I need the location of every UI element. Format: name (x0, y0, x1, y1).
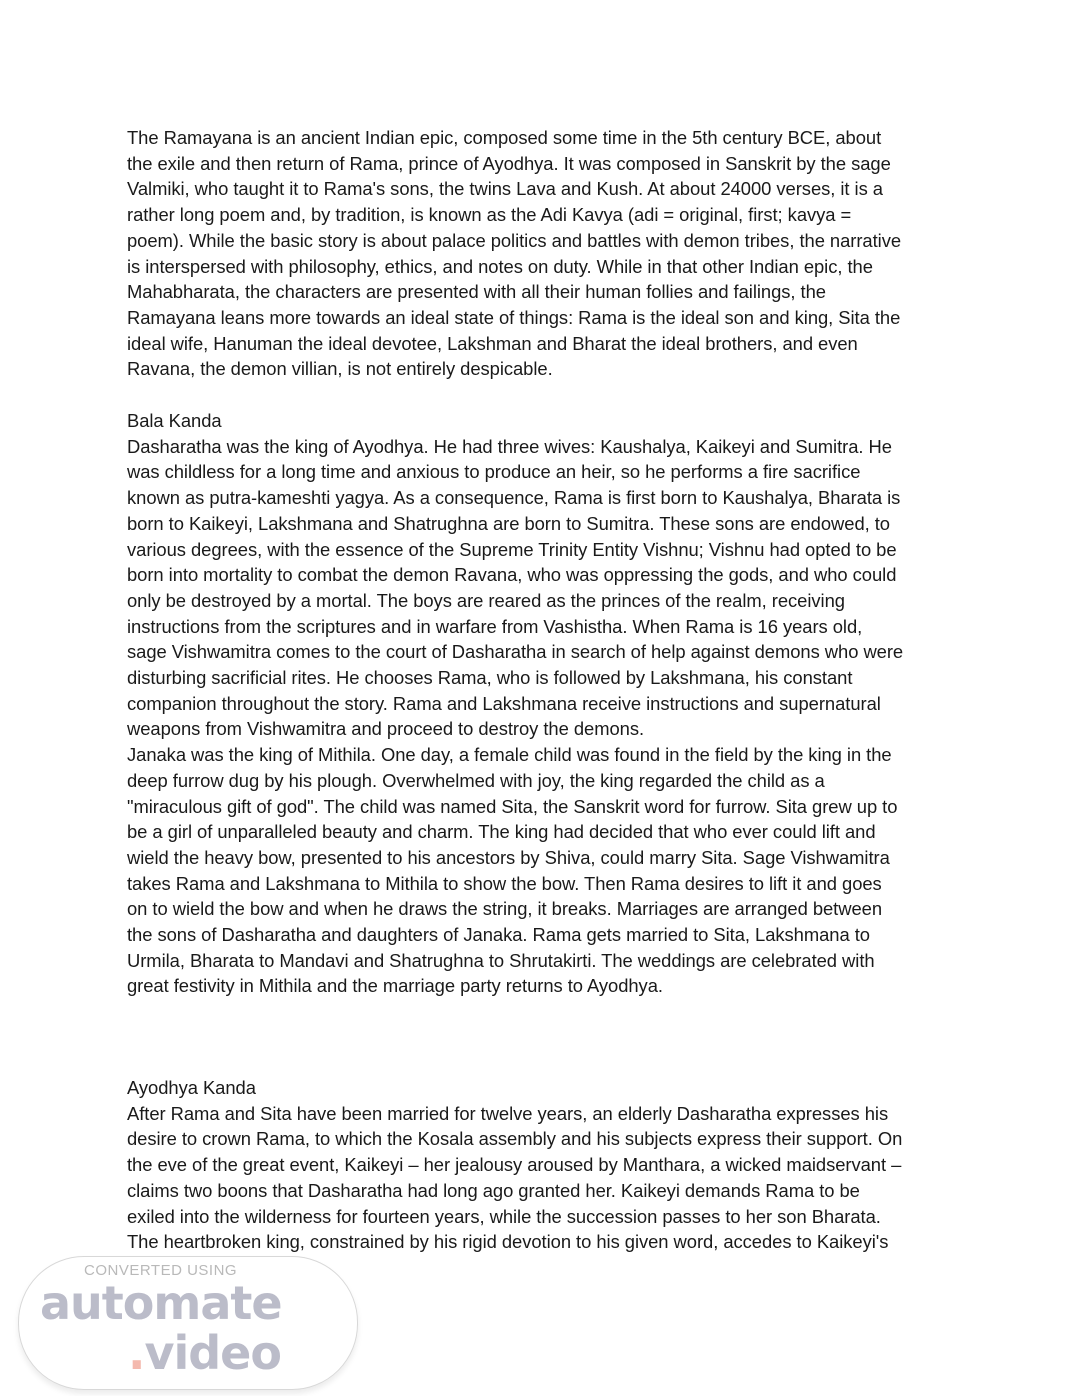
section-heading: Ayodhya Kanda (127, 1077, 256, 1098)
text-line: deep furrow dug by his plough. Overwhelmed with joy, the king regarded the child as a (127, 769, 825, 791)
text-line: be a girl of unparalleled beauty and charm. The king had decided that who ever could lift and (127, 821, 876, 843)
text-line: various degrees, with the essence of the Supreme Trinity Entity Vishnu; Vishnu had opted to be (127, 538, 897, 560)
text-line: Valmiki, who taught it to Rama's sons, the twins Lava and Kush. At about 24000 verses, it is a (127, 178, 883, 200)
text-line: the exile and then return of Rama, prince of Ayodhya. It was composed in Sanskrit by the sage (127, 152, 891, 174)
text-line: ideal wife, Hanuman the ideal devotee, Lakshman and Bharat the ideal brothers, and even (127, 332, 858, 354)
text-line: Dasharatha was the king of Ayodhya. He had three wives: Kaushalya, Kaikeyi and Sumitra. He (127, 435, 892, 457)
text-line: was childless for a long time and anxious to produce an heir, so he performs a fire sacrifice (127, 461, 861, 483)
section-heading: Bala Kanda (127, 410, 222, 431)
text-line: After Rama and Sita have been married for twelve years, an elderly Dasharatha expresses his (127, 1102, 889, 1124)
bala-kanda-section (127, 408, 987, 999)
text-line: poem). While the basic story is about palace politics and battles with demon tribes, the narrative (127, 229, 902, 251)
watermark-video-text: video (144, 1326, 281, 1380)
text-line: companion throughout the story. Rama and Lakshmana receive instructions and supernatural (127, 692, 881, 714)
text-line: desire to crown Rama, to which the Kosala assembly and his subjects express their support. On (127, 1128, 903, 1150)
text-line: wield the heavy bow, presented to his ancestors by Shiva, could marry Sita. Sage Vishwamitra (127, 846, 890, 868)
text-line: instructions from the scriptures and in warfare from Vashistha. When Rama is 16 years old, (127, 615, 863, 637)
text-line: the eve of the great event, Kaikeyi – her jealousy aroused by Manthara, a wicked maidservant – (127, 1154, 902, 1176)
watermark-brand-video (128, 1328, 281, 1378)
text-line: Ravana, the demon villian, is not entirely despicable. (127, 358, 553, 380)
text-line: The Ramayana is an ancient Indian epic, composed some time in the 5th century BCE, about (127, 127, 882, 148)
watermark-converted-label: CONVERTED USING (84, 1262, 238, 1279)
text-line: The heartbroken king, constrained by his rigid devotion to his given word, accedes to Kaikeyi's (127, 1231, 889, 1253)
text-line: only be destroyed by a mortal. The boys are reared as the princes of the realm, receiving (127, 589, 845, 611)
text-line: great festivity in Mithila and the marriage party returns to Ayodhya. (127, 975, 663, 997)
text-line: rather long poem and, by tradition, is known as the Adi Kavya (adi = original, first; kavya = (127, 204, 852, 226)
text-line: the sons of Dasharatha and daughters of Janaka. Rama gets married to Sita, Lakshmana to (127, 924, 870, 946)
watermark-brand-automate: automate (40, 1276, 282, 1330)
text-line: Mahabharata, the characters are presented with all their human follies and failings, the (127, 281, 826, 303)
text-line: known as putra-kameshti yagya. As a consequence, Rama is first born to Kaushalya, Bharata is (127, 487, 901, 509)
text-line: weapons from Vishwamitra and proceed to destroy the demons. (127, 718, 645, 740)
text-line: exiled into the wilderness for fourteen years, while the succession passes to her son Bharata. (127, 1205, 881, 1227)
text-line: takes Rama and Lakshmana to Mithila to show the bow. Then Rama desires to lift it and goes (127, 872, 882, 894)
intro-paragraph (127, 125, 987, 382)
text-line: is interspersed with philosophy, ethics, and notes on duty. While in that other Indian epic, the (127, 255, 873, 277)
text-line: Urmila, Bharata to Mandavi and Shatrughna to Shrutakirti. The weddings are celebrated with (127, 949, 875, 971)
ayodhya-kanda-section (127, 1075, 987, 1255)
text-line: Ramayana leans more towards an ideal state of things: Rama is the ideal son and king, Sita the (127, 306, 901, 328)
text-line: born into mortality to combat the demon Ravana, who was oppressing the gods, and who could (127, 564, 897, 586)
text-line: claims two boons that Dasharatha had long ago granted her. Kaikeyi demands Rama to be (127, 1179, 860, 1201)
text-line: Janaka was the king of Mithila. One day, a female child was found in the field by the king in the (127, 744, 892, 766)
text-line: disturbing sacrificial rites. He chooses Rama, who is followed by Lakshmana, his constant (127, 667, 853, 689)
text-line: sage Vishwamitra comes to the court of Dasharatha in search of help against demons who were (127, 641, 904, 663)
text-line: on to wield the bow and when he draws the string, it breaks. Marriages are arranged between (127, 898, 883, 920)
text-line: born to Kaikeyi, Lakshmana and Shatrughna are born to Sumitra. These sons are endowed, to (127, 512, 890, 534)
watermark-dot: . (128, 1326, 145, 1380)
text-line: "miraculous gift of god". The child was named Sita, the Sanskrit word for furrow. Sita grew up to (127, 795, 898, 817)
